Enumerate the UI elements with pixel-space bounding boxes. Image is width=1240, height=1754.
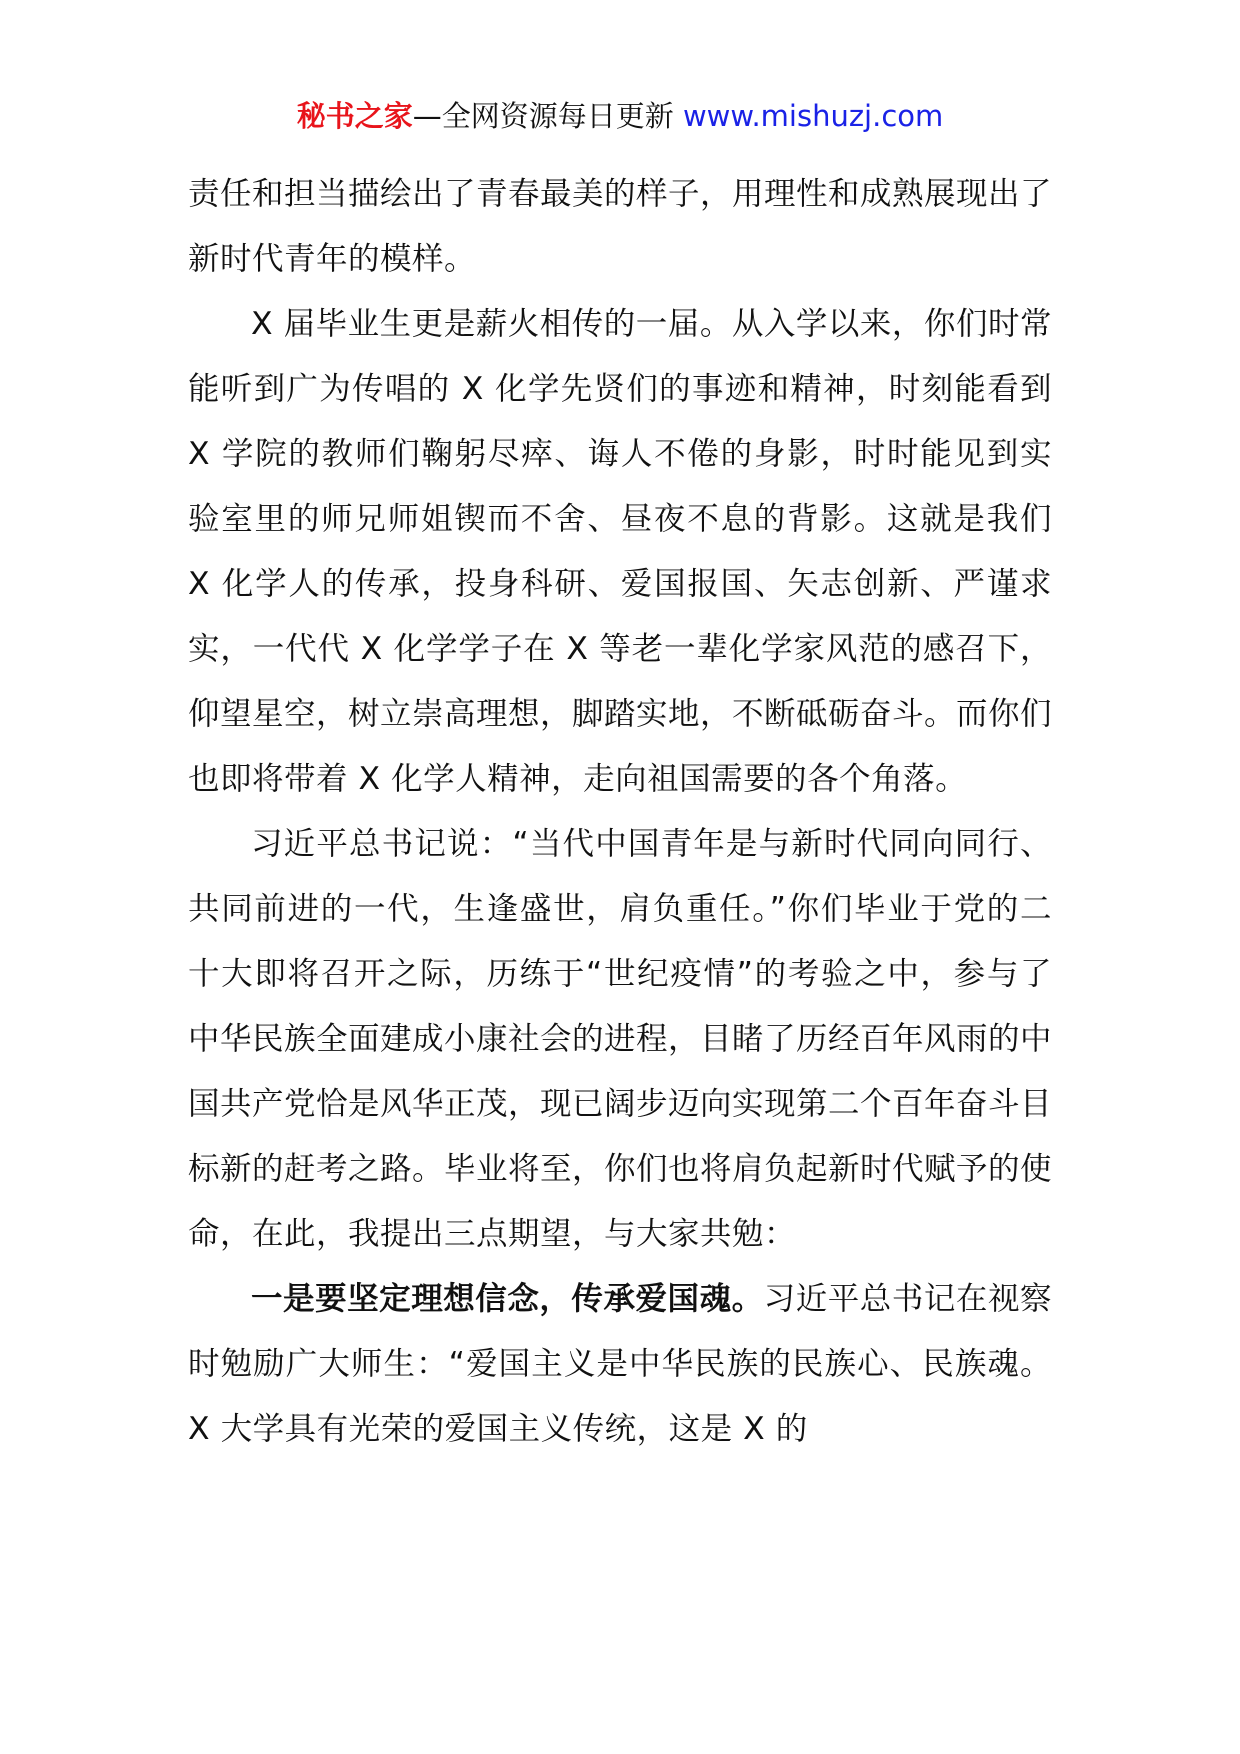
header-slogan: —全网资源每日更新 <box>412 99 683 133</box>
brand-name: 秘书之家 <box>296 99 413 133</box>
paragraph-new-era: 习近平总书记说：“当代中国青年是与新时代同向同行、共同前进的一代，生逢盛世，肩负重任。”你们毕业于党的二十大即将召开之际，历练于“世纪疫情”的考验之中，参与了中华民族全面建成小康社会的进程，目睹了历经百年风雨的中国共产党恰是风华正茂，现已阔步迈向实现第二个百年奋斗目标新的赶考之路。毕业将至，你们也将肩负起新时代赋予的使命，在此，我提出三点期望，与大家共勉： <box>188 826 1053 1252</box>
paragraph-first-expectation <box>188 1267 1052 1462</box>
paragraph-tradition: X 届毕业生更是薪火相传的一届。从入学以来，你们时常能听到广为传唱的 X 化学先贤们的事迹和精神，时刻能看到 X 学院的教师们鞠躬尽瘁、诲人不倦的身影，时时能见到实验室里的师兄师姐锲而不舍、昼夜不息的背影。这就是我们 X 化学人的传承，投身科研、爱国报国、矢志创新、严谨求实，一代代 X 化学学子在 X 等老一辈化学家风范的感召下，仰望星空，树立崇高理想，脚踏实地，不断砥砺奋斗。而你们也即将带着 X 化学人精神，走向祖国需要的各个角落。 <box>188 306 1053 797</box>
site-url-link[interactable]: www.mishuzj.com <box>682 99 944 133</box>
document-body <box>188 162 1052 1462</box>
expectation-heading: 一是要坚定理想信念，传承爱国魂。 <box>251 1281 764 1317</box>
site-header <box>0 96 1240 136</box>
paragraph-continuation: 责任和担当描绘出了青春最美的样子，用理性和成熟展现出了新时代青年的模样。 <box>188 176 1053 277</box>
expectation-text: 习近平总书记在视察时勉励广大师生：“爱国主义是中华民族的民族心、民族魂。X 大学具有光荣的爱国主义传统，这是 X 的 <box>188 1281 1052 1447</box>
